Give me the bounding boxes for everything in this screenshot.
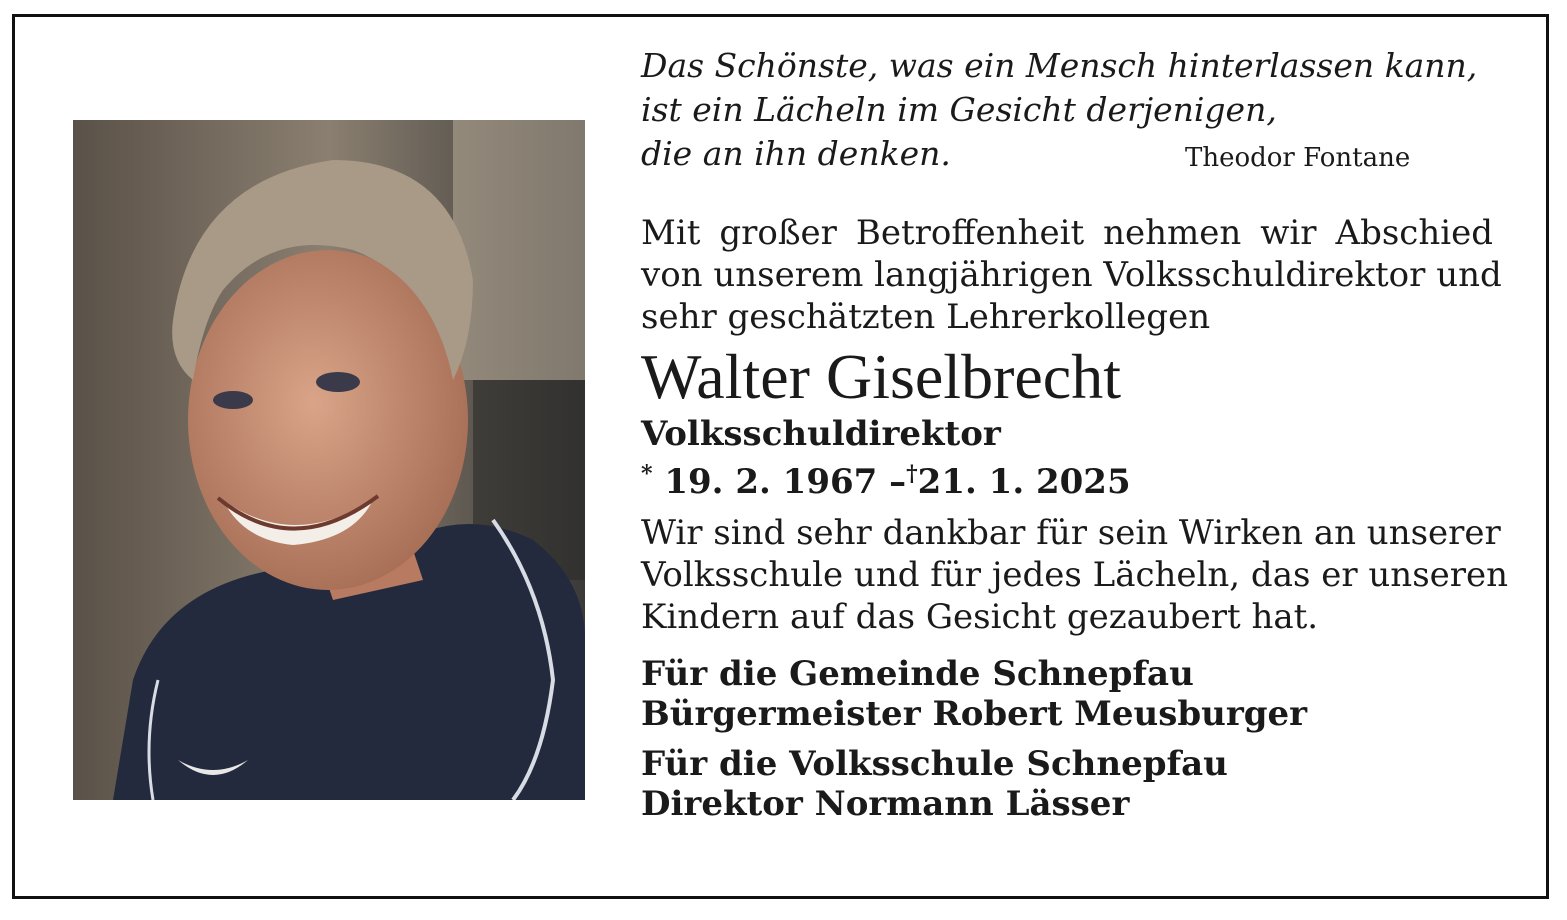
thanks-line: Volksschule und für jedes Lächeln, das er unseren bbox=[641, 555, 1509, 595]
life-dates bbox=[641, 454, 1493, 502]
death-symbol: † bbox=[906, 461, 918, 487]
portrait-illustration bbox=[73, 120, 585, 800]
quote-author: Theodor Fontane bbox=[1185, 143, 1411, 173]
death-date: 21. 1. 2025 bbox=[917, 462, 1131, 502]
portrait-photo bbox=[73, 120, 585, 800]
intro-line: Mit großer Betroffenheit nehmen wir Abschied bbox=[641, 213, 1493, 253]
quote-line: ist ein Lächeln im Gesicht derjenigen, bbox=[641, 90, 1277, 129]
thanks-line: Kindern auf das Gesicht gezaubert hat. bbox=[641, 597, 1319, 637]
signature-school bbox=[641, 744, 1493, 824]
date-separator: – bbox=[889, 462, 907, 502]
signature-line: Für die Volksschule Schnepfau bbox=[641, 744, 1228, 784]
quote-line: die an ihn denken. bbox=[641, 134, 951, 173]
deceased-title: Volksschuldirektor bbox=[641, 414, 1001, 454]
signature-line: Direktor Normann Lässer bbox=[641, 784, 1130, 824]
signature-line: Bürgermeister Robert Meusburger bbox=[641, 694, 1308, 734]
deceased-name: Walter Giselbrecht bbox=[641, 341, 1121, 412]
intro-paragraph bbox=[641, 212, 1502, 338]
birth-symbol: * bbox=[641, 461, 653, 487]
quote-block bbox=[641, 44, 1493, 176]
thanks-paragraph bbox=[641, 512, 1509, 638]
signature-line: Für die Gemeinde Schnepfau bbox=[641, 654, 1194, 694]
intro-line: sehr geschätzten Lehrerkollegen bbox=[641, 297, 1211, 337]
thanks-line: Wir sind sehr dankbar für sein Wirken an unserer bbox=[641, 513, 1501, 553]
intro-line: von unserem langjährigen Volksschuldirektor und bbox=[641, 255, 1502, 295]
signature-municipality bbox=[641, 654, 1493, 734]
quote-line: Das Schönste, was ein Mensch hinterlassen kann, bbox=[641, 46, 1478, 85]
notice-text bbox=[641, 44, 1509, 824]
birth-date: 19. 2. 1967 bbox=[664, 462, 878, 502]
